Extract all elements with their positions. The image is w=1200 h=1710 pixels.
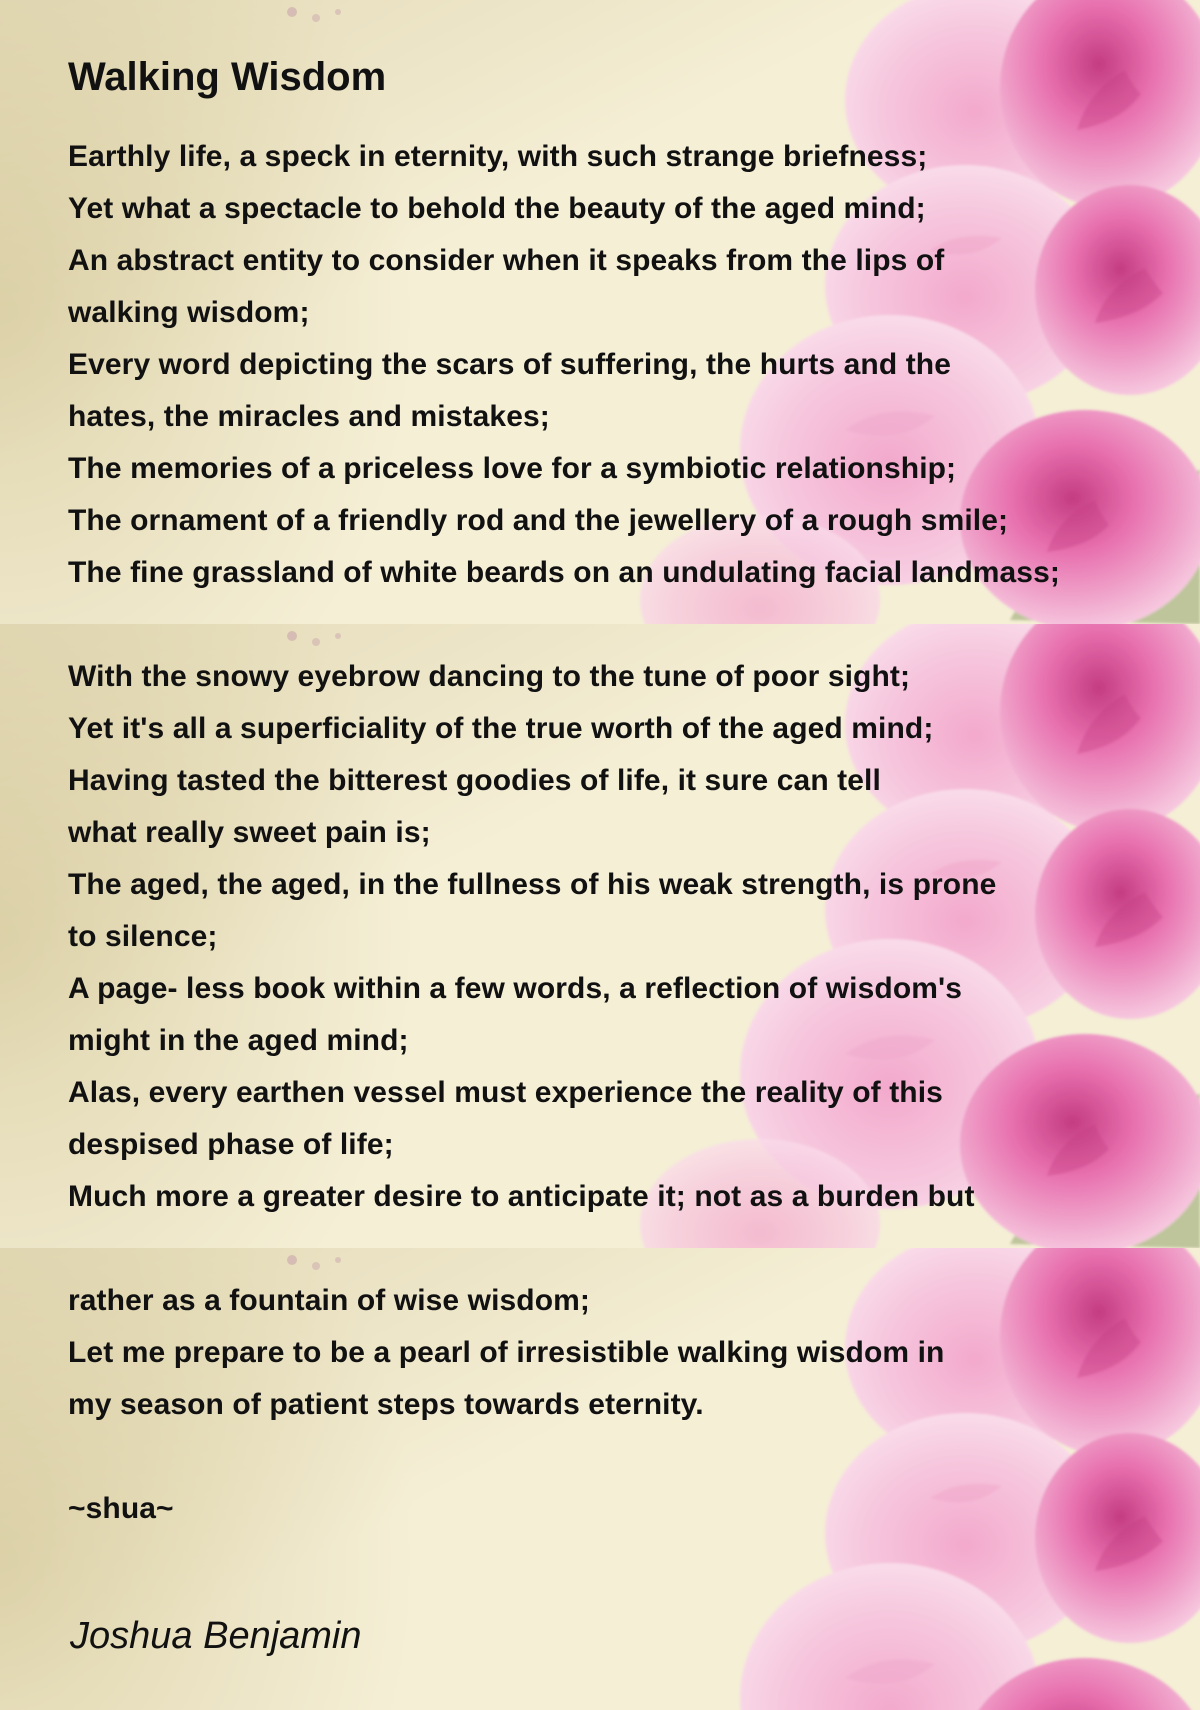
poem-line: The ornament of a friendly rod and the jewellery of a rough smile;	[68, 504, 1009, 537]
poem-line: hates, the miracles and mistakes;	[68, 400, 550, 433]
poem-line: A page- less book within a few words, a reflection of wisdom's	[68, 972, 963, 1005]
poem-line: Yet it's all a superficiality of the true worth of the aged mind;	[68, 712, 934, 745]
poem-line: to silence;	[68, 920, 218, 953]
poem-line: Alas, every earthen vessel must experience the reality of this	[68, 1076, 943, 1109]
poem-line: Let me prepare to be a pearl of irresistible walking wisdom in	[68, 1336, 945, 1369]
poem-line: rather as a fountain of wise wisdom;	[68, 1284, 591, 1317]
poem-line: walking wisdom;	[68, 296, 310, 329]
poem-line: Much more a greater desire to anticipate it; not as a burden but	[68, 1180, 975, 1213]
poem-line: The memories of a priceless love for a symbiotic relationship;	[68, 452, 957, 485]
poem-line: An abstract entity to consider when it speaks from the lips of	[68, 244, 945, 277]
poem-line: The fine grassland of white beards on an undulating facial landmass;	[68, 556, 1060, 589]
poem-line: Every word depicting the scars of suffering, the hurts and the	[68, 348, 952, 381]
poem-line: With the snowy eyebrow dancing to the tune of poor sight;	[68, 660, 911, 693]
poem-line: Having tasted the bitterest goodies of life, it sure can tell	[68, 764, 881, 797]
poem-line: Yet what a spectacle to behold the beauty of the aged mind;	[68, 192, 926, 225]
poem-line: Earthly life, a speck in eternity, with such strange briefness;	[68, 140, 928, 173]
poem-line: might in the aged mind;	[68, 1024, 409, 1057]
poem-author: Joshua Benjamin	[70, 1615, 362, 1657]
poem-line: despised phase of life;	[68, 1128, 394, 1161]
poem-line: my season of patient steps towards eternity.	[68, 1388, 704, 1421]
poem-line: The aged, the aged, in the fullness of his weak strength, is prone	[68, 868, 997, 901]
poem-title: Walking Wisdom	[68, 55, 387, 99]
poem-line: what really sweet pain is;	[68, 816, 431, 849]
poem-line: ~shua~	[68, 1492, 174, 1525]
